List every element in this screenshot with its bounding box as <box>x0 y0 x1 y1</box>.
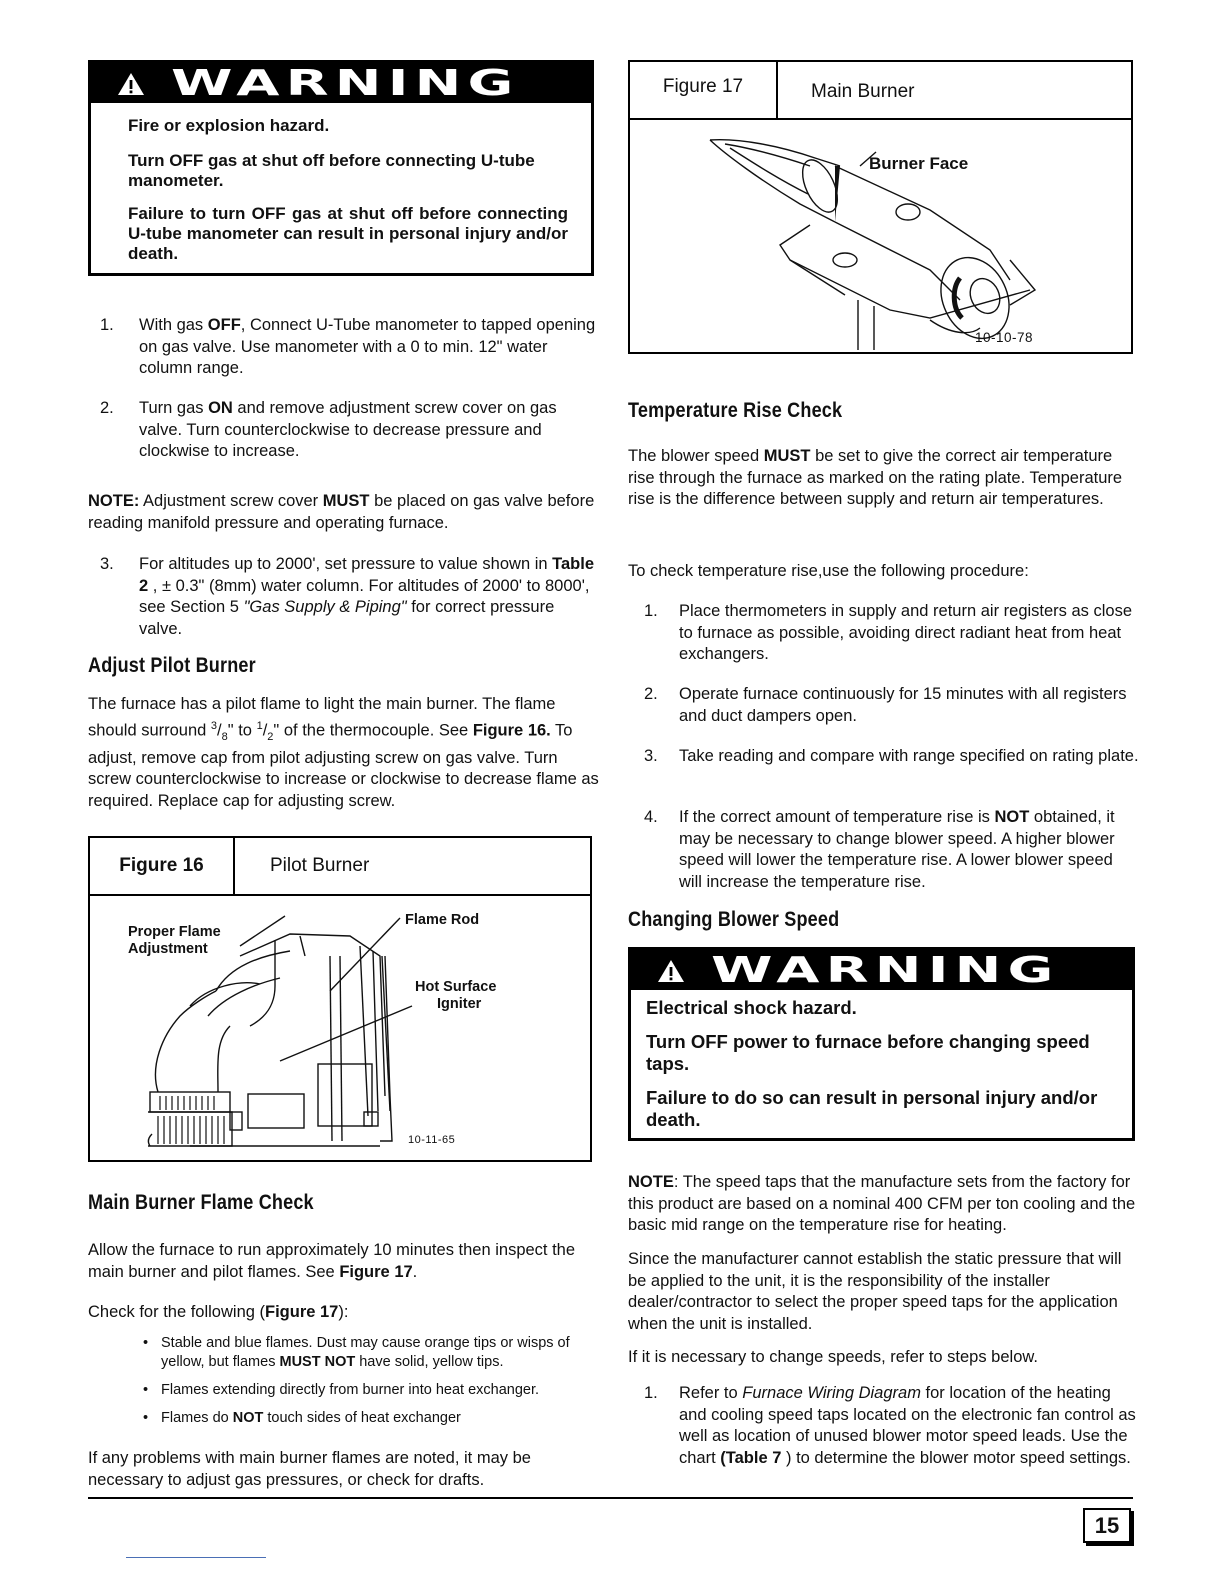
figure-code: 10-11-65 <box>408 1134 456 1146</box>
warning-banner <box>91 63 591 103</box>
blower-p3: If it is necessary to change speeds, refer to steps below. <box>628 1348 1038 1366</box>
blower-note: NOTE: The speed taps that the manufacture sets from the factory for this product are based on a nominal 400 CFM per ton cooling and the basic mid range on the temperature rise for heating. <box>628 1173 1136 1234</box>
warning-title: WARNING <box>711 950 1060 991</box>
warning-box-electrical <box>628 947 1135 1141</box>
temp-rise-p1: The blower speed MUST be set to give the correct air temperature rise through the furnace as marked on the rating plate. Temperature rise is the difference between supply and return air temperatures. <box>628 447 1123 508</box>
label-flame-adjustment: Proper Flame Adjustment <box>128 924 221 957</box>
list-text: If the correct amount of temperature rise is NOT obtained, it may be necessary to change blower speed. A higher blower speed will lower the temperature rise. A lower blower speed will increase the temperature rise. <box>679 808 1115 891</box>
list-num: 2. <box>644 685 658 703</box>
section-heading-flame-check: Main Burner Flame Check <box>88 1191 314 1214</box>
warning-title: WARNING <box>171 63 520 104</box>
list-num: 4. <box>644 808 658 826</box>
list-text: With gas OFF, Connect U-Tube manometer to tapped opening on gas valve. Use manometer with a 0 to min. 12" water column range. <box>139 316 596 377</box>
list-num: 3. <box>100 555 114 573</box>
figure-16 <box>88 836 592 1162</box>
warning-line-3: Failure to turn OFF gas at shut off before connecting U-tube manometer can result in personal injury and/or death. <box>128 204 568 263</box>
pilot-paragraph: The furnace has a pilot flame to light the main burner. The flame should surround $^3/_8$" to $^1/_2$" of the thermocouple. See Figure 16. To adjust, remove cap from pilot adjusting screw on gas valve. Turn screw counterclockwise to increase or clockwise to decrease flame as required. Replace cap for adjusting screw. <box>88 695 599 810</box>
flame-check-p3: If any problems with main burner flames are noted, it may be necessary to adjust gas pressures, or check for drafts. <box>88 1449 531 1489</box>
figure-number: Figure 16 <box>90 838 235 894</box>
figure-title: Main Burner <box>811 81 915 102</box>
list-num: 1. <box>644 602 658 620</box>
list-text: Place thermometers in supply and return air registers as close to furnace as possible, avoiding direct radiant heat from heat exchangers. <box>679 602 1133 663</box>
bullet-item: • Flames do NOT touch sides of heat exchanger <box>143 1410 461 1426</box>
warning-triangle-icon <box>657 959 685 983</box>
list-num: 2. <box>100 399 114 417</box>
list-text: Take reading and compare with range specified on rating plate. <box>679 747 1139 765</box>
page-number: 15 <box>1094 1513 1120 1538</box>
warning-line-1: Fire or explosion hazard. <box>128 116 330 135</box>
figure-17 <box>628 60 1133 354</box>
temp-rise-p2: To check temperature rise,use the following procedure: <box>628 562 1029 580</box>
label-hot-surface-igniter: Hot Surface Igniter <box>415 979 497 1012</box>
section-heading-temp-rise: Temperature Rise Check <box>628 399 843 422</box>
list-text: Turn gas ON and remove adjustment screw cover on gas valve. Turn counterclockwise to decrease pressure and clockwise to increase. <box>139 399 557 460</box>
flame-check-p1: Allow the furnace to run approximately 10 minutes then inspect the main burner and pilot flames. See Figure 17. <box>88 1241 576 1281</box>
flame-check-p2: Check for the following (Figure 17): <box>88 1303 349 1321</box>
warning-triangle-icon <box>117 72 145 96</box>
bullet-item: • Stable and blue flames. Dust may cause orange tips or wisps of yellow, but flames MUST NOT have solid, yellow tips. <box>143 1335 570 1370</box>
list-text: For altitudes up to 2000', set pressure to value shown in Table 2 , ± 0.3" (8mm) water column. For altitudes of 2000' to 8000', see Section 5 "Gas Supply & Piping" for correct pressure valve. <box>139 555 595 638</box>
list-text: Refer to Furnace Wiring Diagram for location of the heating and cooling speed taps located on the electronic fan control as well as location of unused blower motor speed leads. Use the chart (Table 7 ) to determine the blower motor speed settings. <box>679 1384 1136 1467</box>
footer-rule <box>88 1497 1133 1499</box>
section-heading-blower: Changing Blower Speed <box>628 908 840 931</box>
list-num: 3. <box>644 747 658 765</box>
list-num: 1. <box>100 316 114 334</box>
warning-line-2: Turn OFF power to furnace before changing speed taps. <box>646 1031 1090 1074</box>
page-number-box <box>1083 1508 1131 1543</box>
list-text: Operate furnace continuously for 15 minutes with all registers and duct dampers open. <box>679 685 1127 725</box>
warning-line-2: Turn OFF gas at shut off before connecting U-tube manometer. <box>128 151 535 190</box>
warning-line-3: Failure to do so can result in personal injury and/or death. <box>646 1087 1098 1130</box>
bullet-item: • Flames extending directly from burner into heat exchanger. <box>143 1382 540 1398</box>
label-flame-rod: Flame Rod <box>405 912 480 928</box>
note-paragraph: NOTE: Adjustment screw cover MUST be placed on gas valve before reading manifold pressure and operating furnace. <box>88 492 595 532</box>
figure-number: Figure 17 <box>630 62 778 118</box>
warning-box-gas <box>88 60 594 276</box>
figure-header <box>630 62 1131 120</box>
label-burner-face: Burner Face <box>869 154 969 173</box>
warning-banner <box>631 950 1132 990</box>
blower-p2: Since the manufacturer cannot establish the static pressure that will be applied to the unit, it is the responsibility of the installer dealer/contractor to select the proper speed taps for the application when the unit is installed. <box>628 1250 1122 1333</box>
bottom-mark <box>126 1557 266 1558</box>
list-num: 1. <box>644 1384 658 1402</box>
figure-header <box>90 838 590 896</box>
figure-code: 10-10-78 <box>975 330 1034 345</box>
section-heading-pilot: Adjust Pilot Burner <box>88 654 256 677</box>
warning-line-1: Electrical shock hazard. <box>646 997 857 1018</box>
figure-title: Pilot Burner <box>270 855 370 876</box>
